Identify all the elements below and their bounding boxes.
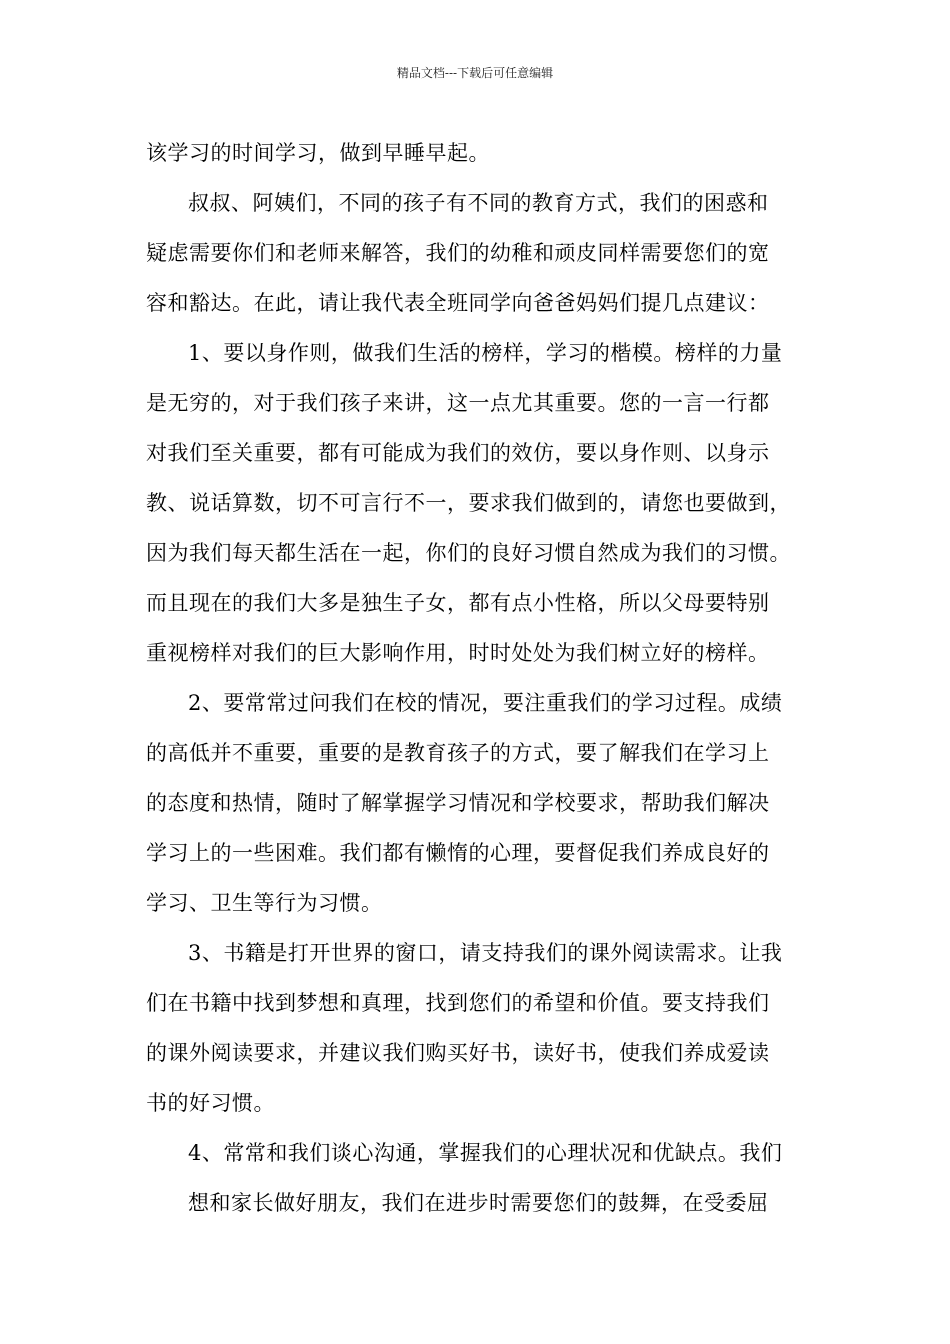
text-line: 1、要以身作则，做我们生活的榜样，学习的楷模。榜样的力量 bbox=[188, 341, 783, 365]
text-line: 4、常常和我们谈心沟通，掌握我们的心理状况和优缺点。我们 bbox=[188, 1141, 783, 1165]
text-line: 的课外阅读要求，并建议我们购买好书，读好书，使我们养成爱读 bbox=[146, 1041, 770, 1065]
text-line: 是无穷的，对于我们孩子来讲，这一点尤其重要。您的一言一行都 bbox=[146, 391, 770, 415]
text-line: 疑虑需要你们和老师来解答，我们的幼稚和顽皮同样需要您们的宽 bbox=[146, 241, 770, 265]
document-body bbox=[146, 128, 816, 1228]
text-line: 对我们至关重要，都有可能成为我们的效仿，要以身作则、以身示 bbox=[146, 441, 770, 465]
page-header: 精品文档---下载后可任意编辑 bbox=[396, 66, 554, 80]
text-line: 想和家长做好朋友，我们在进步时需要您们的鼓舞，在受委屈 bbox=[188, 1191, 769, 1215]
text-line: 叔叔、阿姨们，不同的孩子有不同的教育方式，我们的困惑和 bbox=[188, 191, 769, 215]
text-line: 重视榜样对我们的巨大影响作用，时时处处为我们树立好的榜样。 bbox=[146, 641, 770, 665]
text-line: 的态度和热情，随时了解掌握学习情况和学校要求，帮助我们解决 bbox=[146, 791, 770, 815]
text-line: 书的好习惯。 bbox=[146, 1091, 275, 1115]
text-line: 3、书籍是打开世界的窗口，请支持我们的课外阅读需求。让我 bbox=[188, 941, 783, 965]
text-line: 们在书籍中找到梦想和真理，找到您们的希望和价值。要支持我们 bbox=[146, 991, 770, 1015]
text-line: 该学习的时间学习，做到早睡早起。 bbox=[146, 141, 490, 165]
text-line: 教、说话算数，切不可言行不一，要求我们做到的，请您也要做到， bbox=[146, 491, 791, 515]
text-line: 学习、卫生等行为习惯。 bbox=[146, 891, 383, 915]
text-line: 容和豁达。在此，请让我代表全班同学向爸爸妈妈们提几点建议： bbox=[146, 291, 770, 315]
text-line: 学习上的一些困难。我们都有懒惰的心理，要督促我们养成良好的 bbox=[146, 841, 770, 865]
text-line: 而且现在的我们大多是独生子女，都有点小性格，所以父母要特别 bbox=[146, 591, 770, 615]
text-line: 的高低并不重要，重要的是教育孩子的方式，要了解我们在学习上 bbox=[146, 741, 770, 765]
text-line: 2、要常常过问我们在校的情况，要注重我们的学习过程。成绩 bbox=[188, 691, 783, 715]
text-line: 因为我们每天都生活在一起，你们的良好习惯自然成为我们的习惯。 bbox=[146, 541, 791, 565]
